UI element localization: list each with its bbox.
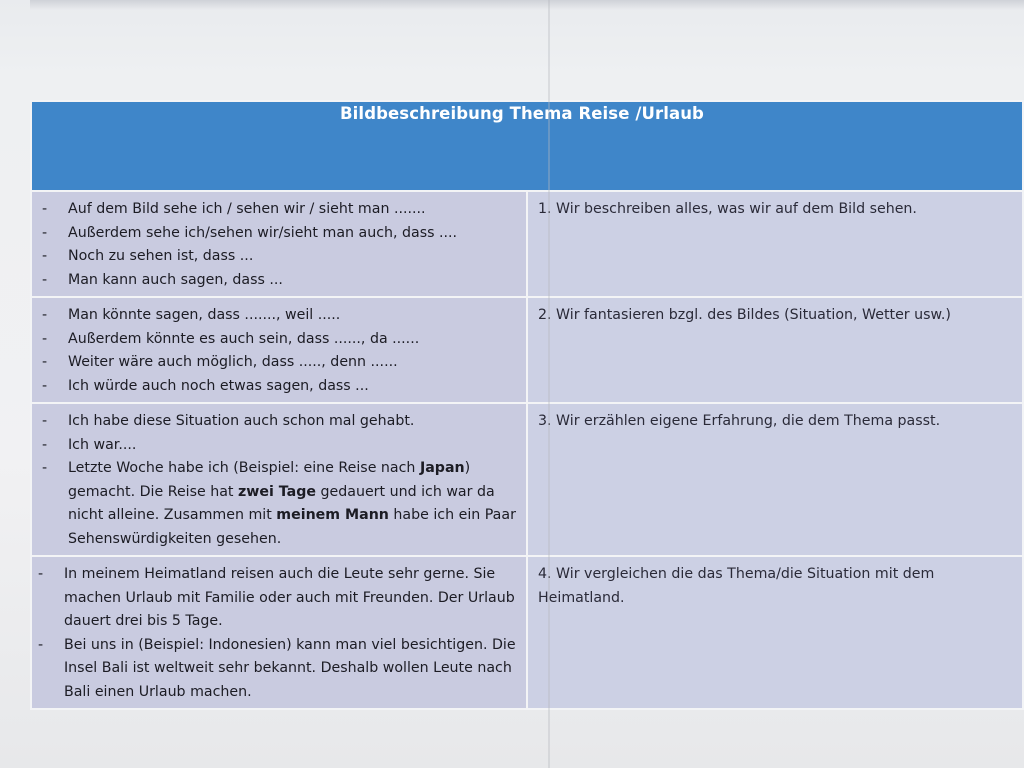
bullet-dash: - (42, 436, 48, 453)
table-row (31, 403, 1023, 556)
paper-fold-line (548, 0, 550, 768)
header-row (31, 101, 1023, 191)
phrase-list (32, 557, 526, 708)
bullet-dash: - (42, 377, 48, 394)
list-item: - Auf dem Bild sehe ich / sehen wir / sieht man ....... (42, 198, 518, 222)
step-description: 1. Wir beschreiben alles, was wir auf dem Bild sehen. (538, 201, 917, 217)
step-description: 3. Wir erzählen eigene Erfahrung, die dem Thema passt. (538, 413, 941, 429)
bullet-dash: - (42, 307, 48, 323)
bullet-dash: - (42, 248, 48, 264)
step-description: 2. Wir fantasieren bzgl. des Bildes (Situation, Wetter usw.) (538, 307, 951, 323)
list-item: - Man kann auch sagen, dass ... (42, 269, 518, 293)
phrase-list (32, 404, 526, 555)
list-item (42, 457, 518, 551)
list-item: - Ich war.... (42, 434, 518, 458)
table-row (31, 556, 1023, 709)
phrases-cell (31, 556, 527, 709)
list-item: - Außerdem sehe ich/sehen wir/sieht man auch, dass .... (42, 222, 518, 246)
bullet-dash: - (42, 271, 48, 288)
step-cell (527, 403, 1023, 556)
bold-keyword: zwei Tage (238, 483, 317, 500)
list-item: - Bei uns in (Beispiel: Indonesien) kann man viel besichtigen. Die Insel Bali ist weltweit sehr bekannt. Deshalb wollen Leute nach Bali einen Urlaub machen. (38, 634, 518, 705)
list-item: - Ich habe diese Situation auch schon mal gehabt. (42, 410, 518, 434)
step-cell (527, 297, 1023, 403)
bullet-dash: - (42, 354, 48, 370)
list-item: - Außerdem könnte es auch sein, dass ......, da ...... (42, 328, 518, 352)
bold-keyword: Japan (419, 460, 465, 476)
example-text: Letzte Woche habe ich (Beispiel: eine Reise nach Japan) gemacht. Die Reise hat zwei Tage gedauert und ich war da nicht alleine. Zusammen mit meinem Mann habe ich ein Paar Sehenswürdigkeiten gesehen. (68, 460, 516, 547)
step-cell (527, 556, 1023, 709)
phrase-list (32, 192, 526, 296)
table-row (31, 191, 1023, 297)
bullet-dash: - (38, 636, 44, 653)
list-item: - In meinem Heimatland reisen auch die Leute sehr gerne. Sie machen Urlaub mit Familie oder auch mit Freunden. Der Urlaub dauert drei bis 5 Tage. (38, 563, 518, 634)
list-item: - Ich würde auch noch etwas sagen, dass ... (42, 375, 518, 399)
bullet-dash: - (42, 330, 48, 347)
list-item: - Weiter wäre auch möglich, dass ....., denn ...... (42, 351, 518, 375)
phrase-list (32, 298, 526, 402)
page-title: Bildbeschreibung Thema Reise /Urlaub (340, 104, 704, 123)
table-row (31, 297, 1023, 403)
phrases-cell (31, 403, 527, 556)
bold-keyword: meinem Mann (276, 507, 389, 523)
bullet-dash: - (42, 201, 48, 217)
bullet-dash: - (42, 460, 48, 476)
bullet-dash: - (38, 566, 44, 582)
desk-edge-shadow (30, 0, 1024, 10)
bullet-dash: - (42, 224, 48, 241)
bullet-dash: - (42, 413, 48, 429)
list-item: - Noch zu sehen ist, dass ... (42, 245, 518, 269)
header-cell (31, 101, 1023, 191)
step-description: 4. Wir vergleichen die das Thema/die Situation mit dem Heimatland. (538, 566, 935, 606)
phrases-cell (31, 297, 527, 403)
phrases-cell (31, 191, 527, 297)
step-cell (527, 191, 1023, 297)
worksheet-table (30, 100, 1024, 710)
list-item: - Man könnte sagen, dass ......., weil ..... (42, 304, 518, 328)
